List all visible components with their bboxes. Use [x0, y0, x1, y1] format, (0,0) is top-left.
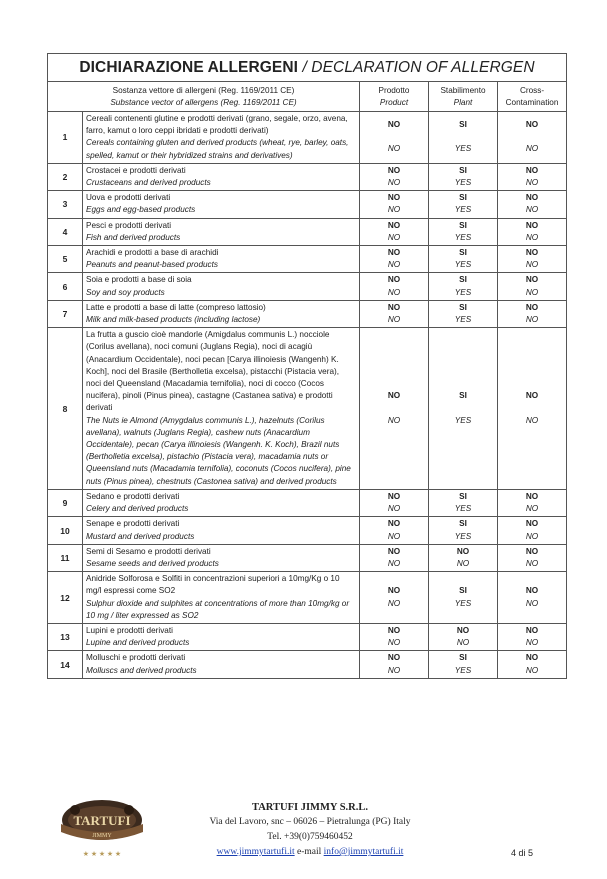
header-plant [429, 82, 498, 112]
plant-value-english: NO [456, 558, 470, 568]
allergen-name-english: Mustard and derived products [86, 531, 195, 541]
row-number: 10 [48, 517, 83, 544]
table-row [48, 273, 567, 300]
table-row [48, 246, 567, 273]
product-value-english: NO [387, 287, 401, 297]
cross-contamination-value-italian: NO [525, 519, 539, 529]
allergen-name-english: Lupine and derived products [86, 638, 190, 648]
logo-subtext: JIMMY [92, 833, 112, 839]
plant-value-italian: SI [459, 193, 467, 203]
plant-value-italian: SI [459, 120, 467, 130]
plant-cell [429, 273, 498, 300]
allergen-name-italian: Molluschi e prodotti derivati [86, 653, 186, 663]
truffle-logo-icon [51, 796, 154, 860]
plant-value-english: YES [454, 287, 472, 297]
cross-contamination-cell [498, 218, 567, 245]
product-value-italian: NO [387, 120, 401, 130]
product-cell [360, 273, 429, 300]
table-row [48, 572, 567, 624]
cross-contamination-value-english: NO [525, 665, 539, 675]
allergen-name-italian: Soia e prodotti a base di soia [86, 275, 192, 285]
row-number: 7 [48, 300, 83, 327]
plant-cell [429, 623, 498, 650]
cross-contamination-cell [498, 246, 567, 273]
product-cell [360, 246, 429, 273]
cross-contamination-value-italian: NO [525, 391, 539, 401]
allergen-name-english: Sesame seeds and derived products [86, 558, 219, 568]
email-label: e-mail [297, 847, 322, 857]
logo-stars-icon: ★ ★ ★ ★ ★ [82, 850, 122, 858]
cross-contamination-value-english: NO [525, 260, 539, 270]
cross-contamination-value-italian: NO [525, 120, 539, 130]
product-value-english: NO [387, 415, 401, 425]
allergen-name-english: Peanuts and peanut-based products [86, 260, 219, 270]
cross-contamination-value-italian: NO [525, 653, 539, 663]
cross-contamination-value-english: NO [525, 205, 539, 215]
allergen-name-english: The Nuts ie Almond (Amygdalus communis L.), hazelnuts (Corilus avellana), walnuts (Juglans Regia), cashew nuts (Anacardium Occidentale), pecan (Carya illinoiesis (Wangenh. K. Koch), Brazil nuts (Bertholletia excelsa), pistachio (Pistacia vera), macadamia nuts or Queensland nuts (Macadamia ternifolia), coconuts (Cocos nucifera), pine nuts (Pinus pinea), chestnuts (Castonea sativa) and derived products [86, 415, 351, 486]
allergen-rows [48, 112, 567, 679]
product-cell [360, 328, 429, 490]
product-cell [360, 544, 429, 571]
plant-cell [429, 489, 498, 516]
allergen-name-english: Sulphur dioxide and sulphites at concentrations of more than 10mg/kg or 10 mg / liter expressed as SO2 [86, 598, 350, 620]
product-value-english: NO [387, 178, 401, 188]
allergen-description [83, 328, 360, 490]
allergen-name-italian: Latte e prodotti a base di latte (compreso lattosio) [86, 302, 266, 312]
plant-value-english: NO [456, 638, 470, 648]
plant-value-english: YES [454, 598, 472, 608]
plant-cell [429, 191, 498, 218]
product-value-italian: NO [387, 519, 401, 529]
header-substance-italian: Sostanza vettore di allergeni (Reg. 1169/2011 CE) [112, 85, 295, 95]
cross-contamination-value-english: NO [525, 315, 539, 325]
plant-value-italian: SI [459, 653, 467, 663]
cross-contamination-cell [498, 651, 567, 678]
allergen-name-italian: Cereali contenenti glutine e prodotti derivati (grano, segale, orzo, avena, farro, kamut o loro ceppi ibridati e prodotti derivati) [86, 114, 348, 136]
allergen-name-italian: La frutta a guscio cioè mandorle (Amigdalus communis L.) nocciole (Corilus avellana), noci comuni (Juglans Regia), noci di acagiù (Anacardium Occidentale), noci pecan [Carya illinoiesis (Wangenh) K. Koch], noci del Brasile (Bertholletia excelsa), pistacchi (Pistacia vera), noci del Queensland (Macadamia ternifolia), noci di cocco (Cocos nucifera), pinoli (Pinus pinea), castagne (Castanea sativa) e prodotti derivati [86, 330, 340, 413]
title-english: DECLARATION OF ALLERGEN [311, 58, 535, 76]
product-value-italian: NO [387, 165, 401, 175]
row-number: 1 [48, 112, 83, 164]
product-cell [360, 218, 429, 245]
product-cell [360, 517, 429, 544]
product-value-italian: NO [387, 275, 401, 285]
allergen-name-english: Celery and derived products [86, 504, 189, 514]
allergen-name-english: Cereals containing gluten and derived products (wheat, rye, barley, oats, spelled, kamut or their hybridized strains and derivatives) [86, 138, 349, 160]
product-value-english: NO [387, 260, 401, 270]
product-cell [360, 623, 429, 650]
company-logo [51, 796, 154, 860]
allergen-name-italian: Crostacei e prodotti derivati [86, 165, 186, 175]
title-italian: DICHIARAZIONE ALLERGENI [79, 58, 299, 76]
plant-value-english: YES [454, 260, 472, 270]
plant-value-italian: SI [459, 391, 467, 401]
header-substance-english: Substance vector of allergens (Reg. 1169/2011 CE) [110, 97, 297, 107]
row-number: 13 [48, 623, 83, 650]
cross-contamination-value-english: NO [525, 415, 539, 425]
product-cell [360, 191, 429, 218]
plant-value-english: YES [454, 178, 472, 188]
header-cross-line2: Contamination [505, 97, 559, 107]
table-row [48, 328, 567, 490]
allergen-name-italian: Senape e prodotti derivati [86, 519, 180, 529]
plant-value-italian: SI [459, 165, 467, 175]
product-cell [360, 489, 429, 516]
allergen-description [83, 191, 360, 218]
product-value-english: NO [387, 144, 401, 154]
product-value-english: NO [387, 315, 401, 325]
plant-value-english: YES [454, 665, 472, 675]
allergen-description [83, 300, 360, 327]
product-value-english: NO [387, 665, 401, 675]
plant-value-english: YES [454, 504, 472, 514]
plant-value-english: YES [454, 232, 472, 242]
allergen-description [83, 623, 360, 650]
row-number: 4 [48, 218, 83, 245]
header-row [48, 82, 567, 112]
cross-contamination-value-english: NO [525, 558, 539, 568]
plant-value-italian: SI [459, 302, 467, 312]
plant-cell [429, 544, 498, 571]
cross-contamination-value-english: NO [525, 178, 539, 188]
title-separator: / [298, 58, 312, 76]
cross-contamination-cell [498, 300, 567, 327]
plant-cell [429, 300, 498, 327]
cross-contamination-value-italian: NO [525, 275, 539, 285]
plant-value-english: YES [454, 315, 472, 325]
table-row [48, 163, 567, 190]
cross-contamination-value-italian: NO [525, 546, 539, 556]
website-link[interactable]: www.jimmytartufi.it [216, 847, 295, 857]
header-plant-italian: Stabilimento [440, 85, 486, 95]
plant-cell [429, 112, 498, 164]
product-value-english: NO [387, 638, 401, 648]
header-substance [48, 82, 360, 112]
company-links [180, 845, 440, 860]
cross-contamination-cell [498, 489, 567, 516]
plant-value-english: YES [454, 205, 472, 215]
product-value-italian: NO [387, 586, 401, 596]
product-value-english: NO [387, 531, 401, 541]
plant-value-italian: SI [459, 220, 467, 230]
allergen-name-italian: Lupini e prodotti derivati [86, 625, 173, 635]
product-cell [360, 163, 429, 190]
row-number: 14 [48, 651, 83, 678]
table-row [48, 544, 567, 571]
product-cell [360, 300, 429, 327]
cross-contamination-value-english: NO [525, 638, 539, 648]
allergen-description [83, 651, 360, 678]
plant-cell [429, 517, 498, 544]
product-cell [360, 651, 429, 678]
plant-value-italian: SI [459, 248, 467, 258]
footer-contact [180, 800, 440, 860]
cross-contamination-value-english: NO [525, 504, 539, 514]
allergen-name-italian: Arachidi e prodotti a base di arachidi [86, 248, 219, 258]
allergen-description [83, 489, 360, 516]
plant-cell [429, 246, 498, 273]
cross-contamination-cell [498, 517, 567, 544]
plant-value-italian: NO [456, 546, 470, 556]
cross-contamination-cell [498, 163, 567, 190]
table-row [48, 651, 567, 678]
company-name: TARTUFI JIMMY S.R.L. [251, 802, 368, 813]
cross-contamination-value-italian: NO [525, 165, 539, 175]
cross-contamination-value-italian: NO [525, 193, 539, 203]
allergen-name-italian: Sedano e prodotti derivati [86, 491, 180, 501]
title-row [48, 54, 567, 82]
header-cross-line1: Cross- [519, 85, 545, 95]
product-value-italian: NO [387, 653, 401, 663]
product-value-italian: NO [387, 248, 401, 258]
product-value-italian: NO [387, 625, 401, 635]
allergen-name-english: Soy and soy products [86, 287, 165, 297]
cross-contamination-cell [498, 623, 567, 650]
cross-contamination-cell [498, 572, 567, 624]
row-number: 2 [48, 163, 83, 190]
table-row [48, 191, 567, 218]
plant-value-english: YES [454, 144, 472, 154]
product-value-english: NO [387, 232, 401, 242]
allergen-name-english: Molluscs and derived products [86, 665, 197, 675]
table-row [48, 517, 567, 544]
row-number: 5 [48, 246, 83, 273]
cross-contamination-value-italian: NO [525, 491, 539, 501]
cross-contamination-value-english: NO [525, 531, 539, 541]
header-product-english: Product [379, 97, 409, 107]
row-number: 9 [48, 489, 83, 516]
product-value-english: NO [387, 598, 401, 608]
cross-contamination-value-italian: NO [525, 586, 539, 596]
plant-value-italian: NO [456, 625, 470, 635]
header-plant-english: Plant [453, 97, 473, 107]
product-cell [360, 112, 429, 164]
row-number: 11 [48, 544, 83, 571]
cross-contamination-value-english: NO [525, 598, 539, 608]
plant-cell [429, 572, 498, 624]
allergen-description [83, 163, 360, 190]
allergen-description [83, 544, 360, 571]
product-value-english: NO [387, 558, 401, 568]
allergen-description [83, 572, 360, 624]
plant-cell [429, 328, 498, 490]
product-value-italian: NO [387, 193, 401, 203]
table-row [48, 489, 567, 516]
plant-value-english: YES [454, 531, 472, 541]
product-value-italian: NO [387, 220, 401, 230]
row-number: 3 [48, 191, 83, 218]
table-row [48, 218, 567, 245]
cross-contamination-cell [498, 191, 567, 218]
allergen-name-english: Fish and derived products [86, 232, 181, 242]
row-number: 6 [48, 273, 83, 300]
allergen-name-italian: Uova e prodotti derivati [86, 193, 171, 203]
row-number: 8 [48, 328, 83, 490]
document-title [48, 54, 567, 82]
cross-contamination-cell [498, 544, 567, 571]
allergen-description [83, 517, 360, 544]
table-row [48, 300, 567, 327]
table-row [48, 623, 567, 650]
header-cross-contamination [498, 82, 567, 112]
cross-contamination-cell [498, 273, 567, 300]
email-link[interactable]: info@jimmytartufi.it [323, 847, 404, 857]
allergen-name-english: Eggs and egg-based products [86, 205, 196, 215]
allergen-table [47, 53, 567, 679]
plant-cell [429, 163, 498, 190]
row-number: 12 [48, 572, 83, 624]
cross-contamination-value-italian: NO [525, 220, 539, 230]
allergen-description [83, 218, 360, 245]
allergen-description [83, 112, 360, 164]
plant-value-english: YES [454, 415, 472, 425]
company-phone: Tel. +39(0)759460452 [267, 832, 353, 842]
allergen-name-english: Milk and milk-based products (including lactose) [86, 315, 261, 325]
cross-contamination-value-english: NO [525, 287, 539, 297]
logo-text: TARTUFI [73, 813, 131, 828]
page-number: 4 di 5 [511, 848, 534, 858]
cross-contamination-value-english: NO [525, 232, 539, 242]
plant-value-italian: SI [459, 586, 467, 596]
allergen-name-italian: Pesci e prodotti derivati [86, 220, 172, 230]
product-value-italian: NO [387, 491, 401, 501]
allergen-name-italian: Anidride Solforosa e Solfiti in concentrazioni superiori a 10mg/Kg o 10 mg/l espressi come SO2 [86, 574, 340, 596]
plant-cell [429, 651, 498, 678]
table-row [48, 112, 567, 164]
product-value-italian: NO [387, 391, 401, 401]
product-value-english: NO [387, 205, 401, 215]
header-product [360, 82, 429, 112]
allergen-description [83, 273, 360, 300]
product-value-italian: NO [387, 546, 401, 556]
plant-value-italian: SI [459, 519, 467, 529]
cross-contamination-value-english: NO [525, 144, 539, 154]
cross-contamination-cell [498, 328, 567, 490]
allergen-name-english: Crustaceans and derived products [86, 178, 211, 188]
cross-contamination-value-italian: NO [525, 302, 539, 312]
company-address: Via del Lavoro, snc – 06026 – Pietralunga (PG) Italy [209, 817, 411, 827]
product-cell [360, 572, 429, 624]
allergen-description [83, 246, 360, 273]
cross-contamination-cell [498, 112, 567, 164]
allergen-name-italian: Semi di Sesamo e prodotti derivati [86, 546, 211, 556]
cross-contamination-value-italian: NO [525, 248, 539, 258]
product-value-english: NO [387, 504, 401, 514]
cross-contamination-value-italian: NO [525, 625, 539, 635]
plant-value-italian: SI [459, 275, 467, 285]
plant-cell [429, 218, 498, 245]
plant-value-italian: SI [459, 491, 467, 501]
product-value-italian: NO [387, 302, 401, 312]
header-product-italian: Prodotto [378, 85, 410, 95]
